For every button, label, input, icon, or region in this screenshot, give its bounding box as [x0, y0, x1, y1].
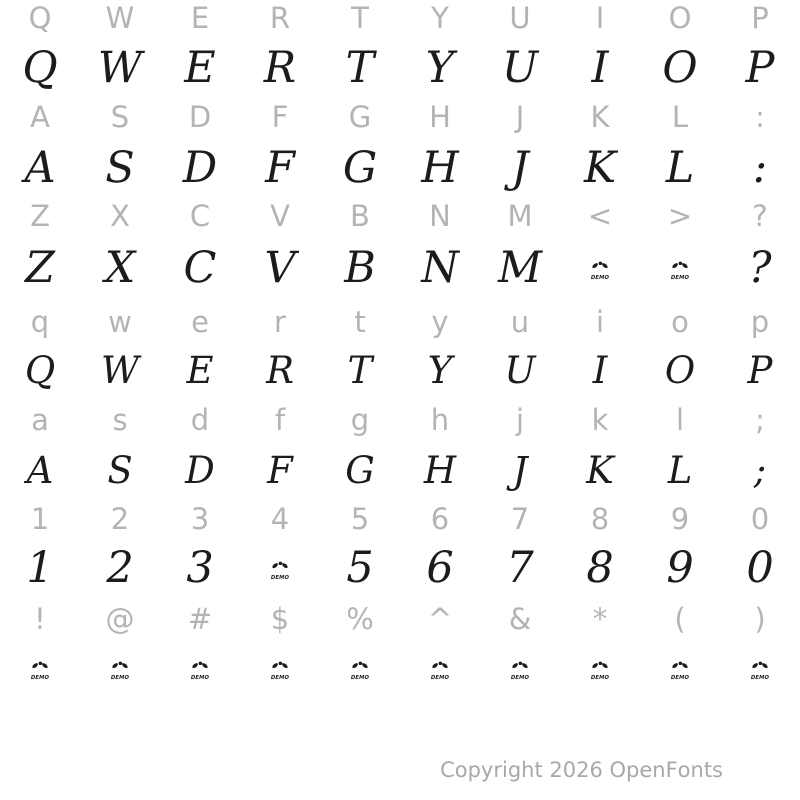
- glyph-char-cell: S: [107, 448, 133, 492]
- glyph-char-cell: W: [100, 348, 140, 392]
- fleuron-ornament-icon: [191, 660, 209, 681]
- glyph-char-cell: E: [184, 43, 216, 93]
- reference-char-cell: y: [431, 305, 449, 339]
- glyph-char-cell: H: [423, 448, 457, 492]
- demo-stamp-label: DEMO: [191, 674, 209, 681]
- reference-char-cell: k: [591, 403, 609, 437]
- glyph-char-cell: V: [264, 243, 296, 293]
- glyph-char-cell: Q: [24, 348, 56, 392]
- glyph-char-cell: D: [182, 143, 218, 193]
- glyph-char-cell: P: [745, 43, 775, 93]
- reference-char-cell: g: [350, 403, 370, 437]
- fleuron-ornament-icon: [591, 660, 609, 681]
- reference-char-cell: F: [271, 100, 289, 134]
- glyph-char-cell: G: [342, 143, 378, 193]
- reference-char-cell: a: [31, 403, 49, 437]
- demo-replaced-glyph-cell: [400, 638, 480, 698]
- reference-char-cell: V: [270, 199, 290, 233]
- reference-char-cell: !: [34, 602, 46, 636]
- glyph-char-cell: R: [266, 348, 294, 392]
- demo-replaced-glyph-cell: [560, 238, 640, 298]
- reference-char-cell: &: [508, 602, 532, 636]
- demo-stamp-label: DEMO: [351, 674, 369, 681]
- reference-char-cell: Y: [431, 1, 449, 35]
- font-glyph-row: [0, 638, 800, 698]
- fleuron-ornament-icon: [271, 560, 289, 581]
- glyph-char-cell: ;: [753, 448, 767, 492]
- demo-replaced-glyph-cell: [160, 638, 240, 698]
- reference-char-cell: H: [429, 100, 451, 134]
- reference-char-cell: B: [350, 199, 370, 233]
- reference-char-cell: 6: [430, 502, 450, 536]
- glyph-char-cell: X: [104, 243, 136, 293]
- reference-char-cell: >: [667, 199, 693, 233]
- reference-char-cell: S: [110, 100, 130, 134]
- font-glyph-row: [0, 238, 800, 298]
- font-glyph-row: [0, 440, 800, 500]
- glyph-char-cell: U: [504, 348, 536, 392]
- reference-char-cell: I: [595, 1, 605, 35]
- reference-char-cell: q: [30, 305, 50, 339]
- demo-stamp-glyph: [111, 660, 129, 681]
- demo-stamp-label: DEMO: [31, 674, 49, 681]
- reference-char-cell: i: [595, 305, 605, 339]
- reference-char-cell: l: [675, 403, 685, 437]
- glyph-char-cell: 5: [346, 543, 374, 593]
- font-glyph-row: [0, 138, 800, 198]
- reference-char-cell: @: [105, 602, 135, 636]
- fleuron-ornament-icon: [271, 660, 289, 681]
- keyboard-reference-row: [0, 494, 800, 544]
- reference-char-cell: T: [351, 1, 369, 35]
- demo-replaced-glyph-cell: [240, 638, 320, 698]
- fleuron-ornament-icon: [111, 660, 129, 681]
- reference-char-cell: P: [751, 1, 769, 35]
- reference-char-cell: A: [30, 100, 50, 134]
- glyph-char-cell: E: [186, 348, 214, 392]
- glyph-char-cell: 7: [506, 543, 534, 593]
- glyph-char-cell: T: [347, 348, 373, 392]
- glyph-char-cell: R: [263, 43, 297, 93]
- glyph-char-cell: 8: [586, 543, 614, 593]
- fleuron-ornament-icon: [431, 660, 449, 681]
- reference-char-cell: E: [190, 1, 210, 35]
- fleuron-ornament-icon: [751, 660, 769, 681]
- glyph-char-cell: D: [185, 448, 215, 492]
- reference-char-cell: p: [750, 305, 770, 339]
- glyph-char-cell: K: [586, 448, 614, 492]
- reference-char-cell: 8: [590, 502, 610, 536]
- glyph-char-cell: M: [497, 243, 543, 293]
- copyright-text: Copyright 2026 OpenFonts: [440, 758, 723, 782]
- demo-replaced-glyph-cell: [640, 638, 720, 698]
- glyph-char-cell: 2: [106, 543, 134, 593]
- reference-char-cell: (: [674, 602, 686, 636]
- fleuron-ornament-icon: [511, 660, 529, 681]
- font-glyph-row: [0, 538, 800, 598]
- reference-char-cell: G: [348, 100, 372, 134]
- reference-char-cell: j: [515, 403, 525, 437]
- reference-char-cell: Q: [28, 1, 52, 35]
- glyph-char-cell: I: [592, 348, 608, 392]
- reference-char-cell: u: [510, 305, 530, 339]
- demo-stamp-label: DEMO: [431, 674, 449, 681]
- demo-stamp-glyph: [591, 660, 609, 681]
- reference-char-cell: 5: [350, 502, 370, 536]
- reference-char-cell: :: [755, 100, 765, 134]
- glyph-char-cell: 0: [746, 543, 774, 593]
- reference-char-cell: o: [671, 305, 689, 339]
- reference-char-cell: 9: [670, 502, 690, 536]
- glyph-char-cell: K: [583, 143, 617, 193]
- reference-char-cell: d: [190, 403, 210, 437]
- demo-replaced-glyph-cell: [0, 638, 80, 698]
- reference-char-cell: U: [509, 1, 531, 35]
- reference-char-cell: f: [274, 403, 286, 437]
- reference-char-cell: D: [188, 100, 212, 134]
- glyph-char-cell: 3: [186, 543, 214, 593]
- demo-replaced-glyph-cell: [240, 538, 320, 598]
- glyph-char-cell: Z: [25, 243, 55, 293]
- demo-stamp-glyph: [31, 660, 49, 681]
- fleuron-ornament-icon: [351, 660, 369, 681]
- glyph-char-cell: T: [345, 43, 375, 93]
- reference-char-cell: #: [187, 602, 213, 636]
- demo-stamp-glyph: [271, 560, 289, 581]
- reference-char-cell: t: [354, 305, 366, 339]
- demo-stamp-label: DEMO: [591, 274, 609, 281]
- reference-char-cell: L: [671, 100, 689, 134]
- reference-char-cell: R: [269, 1, 291, 35]
- demo-stamp-glyph: [671, 260, 689, 281]
- glyph-char-cell: Y: [427, 348, 453, 392]
- reference-char-cell: 7: [510, 502, 530, 536]
- glyph-char-cell: A: [26, 448, 54, 492]
- glyph-char-cell: P: [747, 348, 773, 392]
- reference-char-cell: ;: [755, 403, 765, 437]
- demo-stamp-label: DEMO: [671, 274, 689, 281]
- reference-char-cell: r: [274, 305, 286, 339]
- demo-stamp-glyph: [511, 660, 529, 681]
- demo-stamp-label: DEMO: [671, 674, 689, 681]
- glyph-char-cell: B: [344, 243, 376, 293]
- reference-char-cell: O: [668, 1, 692, 35]
- reference-char-cell: W: [105, 1, 135, 35]
- reference-char-cell: *: [592, 602, 608, 636]
- glyph-char-cell: L: [665, 143, 695, 193]
- reference-char-cell: ^: [427, 602, 453, 636]
- demo-stamp-glyph: [191, 660, 209, 681]
- reference-char-cell: 2: [110, 502, 130, 536]
- glyph-char-cell: H: [421, 143, 459, 193]
- glyph-char-cell: Q: [22, 43, 58, 93]
- demo-replaced-glyph-cell: [320, 638, 400, 698]
- demo-replaced-glyph-cell: [480, 638, 560, 698]
- glyph-char-cell: :: [752, 143, 768, 193]
- glyph-char-cell: ?: [748, 243, 772, 293]
- demo-stamp-glyph: [271, 660, 289, 681]
- glyph-char-cell: J: [512, 448, 528, 492]
- reference-char-cell: J: [515, 100, 525, 134]
- demo-replaced-glyph-cell: [80, 638, 160, 698]
- glyph-char-cell: F: [265, 143, 295, 193]
- demo-replaced-glyph-cell: [560, 638, 640, 698]
- reference-char-cell: ?: [752, 199, 768, 233]
- reference-char-cell: 0: [750, 502, 770, 536]
- fleuron-ornament-icon: [671, 660, 689, 681]
- demo-stamp-label: DEMO: [271, 674, 289, 681]
- glyph-char-cell: F: [267, 448, 293, 492]
- glyph-char-cell: 1: [26, 543, 54, 593]
- demo-stamp-glyph: [671, 660, 689, 681]
- demo-stamp-label: DEMO: [111, 674, 129, 681]
- reference-char-cell: h: [430, 403, 450, 437]
- glyph-char-cell: A: [24, 143, 56, 193]
- reference-char-cell: M: [507, 199, 533, 233]
- glyph-char-cell: 6: [426, 543, 454, 593]
- demo-stamp-glyph: [751, 660, 769, 681]
- demo-stamp-label: DEMO: [751, 674, 769, 681]
- demo-stamp-label: DEMO: [271, 574, 289, 581]
- reference-char-cell: s: [112, 403, 128, 437]
- glyph-char-cell: S: [105, 143, 135, 193]
- fleuron-ornament-icon: [31, 660, 49, 681]
- glyph-char-cell: O: [662, 43, 698, 93]
- glyph-char-cell: G: [345, 448, 375, 492]
- demo-stamp-label: DEMO: [511, 674, 529, 681]
- demo-stamp-glyph: [591, 260, 609, 281]
- reference-char-cell: Z: [30, 199, 50, 233]
- reference-char-cell: K: [590, 100, 610, 134]
- glyph-char-cell: I: [591, 43, 609, 93]
- glyph-char-cell: J: [511, 143, 529, 193]
- glyph-char-cell: C: [183, 243, 217, 293]
- demo-replaced-glyph-cell: [640, 238, 720, 298]
- keyboard-reference-row: [0, 191, 800, 241]
- keyboard-reference-row: [0, 92, 800, 142]
- reference-char-cell: N: [429, 199, 451, 233]
- glyph-char-cell: N: [421, 243, 459, 293]
- glyph-char-cell: L: [667, 448, 693, 492]
- keyboard-reference-row: [0, 395, 800, 445]
- reference-char-cell: %: [346, 602, 374, 636]
- reference-char-cell: $: [270, 602, 290, 636]
- demo-stamp-label: DEMO: [591, 674, 609, 681]
- demo-replaced-glyph-cell: [720, 638, 800, 698]
- glyph-char-cell: 9: [666, 543, 694, 593]
- reference-char-cell: C: [189, 199, 211, 233]
- demo-stamp-glyph: [431, 660, 449, 681]
- reference-char-cell: X: [110, 199, 130, 233]
- fleuron-ornament-icon: [671, 260, 689, 281]
- fleuron-ornament-icon: [591, 260, 609, 281]
- reference-char-cell: 1: [30, 502, 50, 536]
- reference-char-cell: <: [587, 199, 613, 233]
- keyboard-reference-row: [0, 0, 800, 43]
- glyph-char-cell: Y: [425, 43, 455, 93]
- reference-char-cell: w: [108, 305, 132, 339]
- reference-char-cell: 3: [190, 502, 210, 536]
- demo-stamp-glyph: [351, 660, 369, 681]
- glyph-char-cell: W: [97, 43, 143, 93]
- font-glyph-row: [0, 38, 800, 98]
- glyph-char-cell: U: [501, 43, 539, 93]
- font-glyph-row: [0, 340, 800, 400]
- keyboard-reference-row: [0, 594, 800, 644]
- reference-char-cell: e: [191, 305, 209, 339]
- reference-char-cell: 4: [270, 502, 290, 536]
- glyph-char-cell: O: [664, 348, 696, 392]
- reference-char-cell: ): [754, 602, 766, 636]
